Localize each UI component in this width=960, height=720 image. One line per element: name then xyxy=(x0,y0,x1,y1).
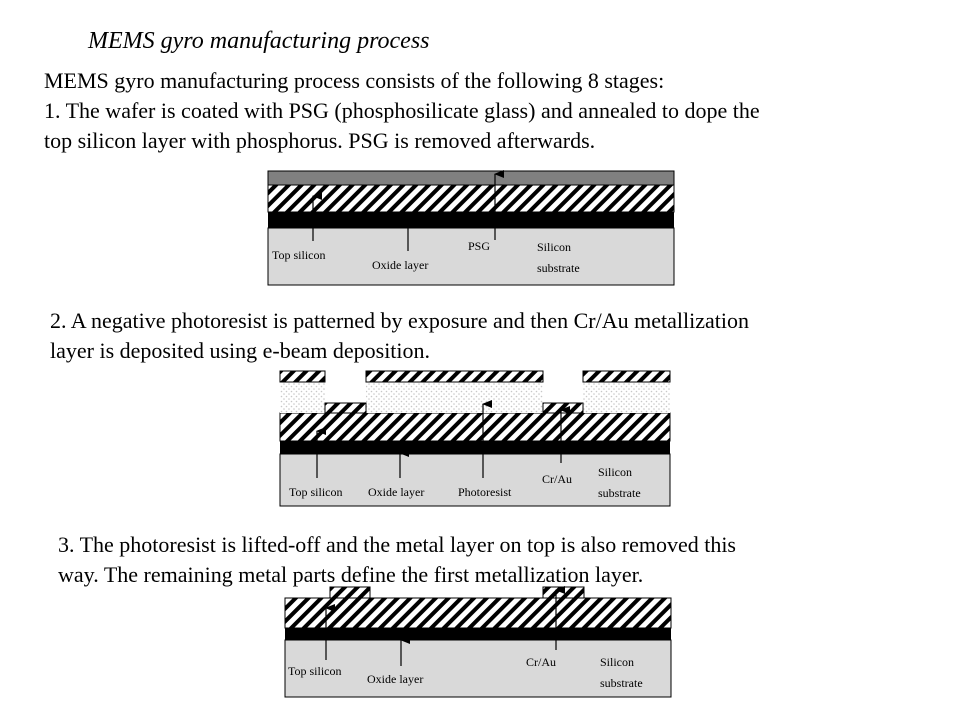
d2-metal-on-resist-2 xyxy=(366,371,543,382)
d3-label-top-silicon: Top silicon xyxy=(288,664,342,678)
d2-photoresist-3 xyxy=(583,382,670,413)
step-2-line-1: 2. A negative photoresist is patterned by exposure and then Cr/Au metallization xyxy=(50,308,749,333)
d2-metal-gap-1 xyxy=(325,403,366,413)
d2-metal-on-resist-3 xyxy=(583,371,670,382)
step-3-line-1: 3. The photoresist is lifted-off and the metal layer on top is also removed this xyxy=(58,532,736,557)
step-1-line-2: top silicon layer with phosphorus. PSG is removed afterwards. xyxy=(44,128,596,153)
step-1-line-1: 1. The wafer is coated with PSG (phosphosilicate glass) and annealed to dope the xyxy=(44,98,760,123)
d3-top-silicon xyxy=(285,598,671,628)
d3-metal-pad-1 xyxy=(330,587,370,598)
d1-label-psg: PSG xyxy=(468,239,491,253)
step-2-line-2: layer is deposited using e-beam deposition. xyxy=(50,338,431,363)
d2-label-silicon: Silicon xyxy=(598,465,633,479)
diagram-2 xyxy=(280,371,670,506)
d2-oxide-layer xyxy=(280,441,670,454)
d1-psg-layer xyxy=(268,171,674,185)
d2-photoresist-2 xyxy=(366,382,543,413)
d1-label-oxide-layer: Oxide layer xyxy=(372,258,429,272)
d2-top-silicon xyxy=(280,413,670,441)
diagram-3 xyxy=(285,587,671,697)
d2-metal-gap-2 xyxy=(543,403,583,413)
d2-metal-on-resist-1 xyxy=(280,371,325,382)
d1-oxide-layer xyxy=(268,212,674,228)
d3-oxide-layer xyxy=(285,628,671,640)
d2-label-top-silicon: Top silicon xyxy=(289,485,343,499)
d1-top-silicon xyxy=(268,185,674,212)
d2-photoresist-1 xyxy=(280,382,325,413)
step-3-line-2: way. The remaining metal parts define the first metallization layer. xyxy=(58,562,644,587)
page-title: MEMS gyro manufacturing process xyxy=(88,28,430,54)
d1-silicon-substrate xyxy=(268,228,674,285)
diagram-1 xyxy=(268,171,674,285)
d1-label-silicon: Silicon xyxy=(537,240,572,254)
d2-label-cr-au: Cr/Au xyxy=(542,472,572,486)
d3-label-substrate: substrate xyxy=(600,676,643,690)
d2-label-oxide-layer: Oxide layer xyxy=(368,485,425,499)
d3-label-silicon: Silicon xyxy=(600,655,635,669)
d3-label-cr-au: Cr/Au xyxy=(526,655,556,669)
d2-label-substrate: substrate xyxy=(598,486,641,500)
d1-label-top-silicon: Top silicon xyxy=(272,248,326,262)
d3-metal-pad-2 xyxy=(543,587,584,598)
intro-text: MEMS gyro manufacturing process consists of the following 8 stages: xyxy=(44,68,665,93)
d1-label-substrate: substrate xyxy=(537,261,580,275)
d3-label-oxide-layer: Oxide layer xyxy=(367,672,424,686)
d2-label-photoresist: Photoresist xyxy=(458,485,512,499)
